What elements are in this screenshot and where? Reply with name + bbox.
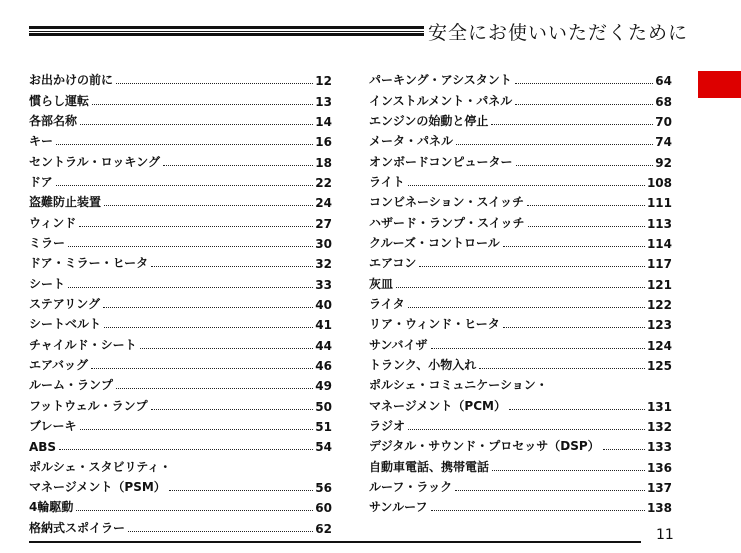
toc-entry-page: 74: [655, 135, 672, 150]
dot-leader: [68, 287, 313, 288]
dot-leader: [503, 246, 645, 247]
toc-entry[interactable]: [29, 170, 332, 190]
toc-entry[interactable]: [29, 129, 332, 149]
toc-entry-title: セントラル・ロッキング: [29, 154, 161, 169]
dot-leader: [56, 185, 314, 186]
toc-entry[interactable]: [29, 353, 332, 373]
toc-entry[interactable]: [29, 515, 332, 535]
toc-entry-title: コンビネーション・スイッチ: [369, 195, 525, 210]
toc-entry-page: 92: [655, 155, 672, 170]
toc-entry-title: ライト: [369, 174, 405, 189]
toc-entry[interactable]: [369, 475, 672, 495]
toc-entry-title: 盗難防止装置: [29, 195, 102, 210]
toc-entry-title: ABS: [29, 440, 57, 455]
dot-leader: [91, 368, 313, 369]
toc-entry-title: マネージメント（PSM）: [29, 479, 166, 494]
dot-leader: [456, 144, 653, 145]
toc-entry-page: 132: [646, 419, 672, 434]
toc-entry-title: お出かけの前に: [29, 73, 114, 88]
toc-entry-page: 114: [646, 236, 672, 251]
page-title: 安全にお使いいただくために: [428, 22, 689, 44]
toc-entry-title: インストルメント・パネル: [369, 93, 513, 108]
dot-leader: [515, 83, 653, 84]
dot-leader: [455, 490, 645, 491]
toc-entry-title: パーキング・アシスタント: [369, 73, 512, 88]
toc-entry-page: 70: [655, 114, 672, 129]
dot-leader: [431, 510, 645, 511]
toc-entry-page: 32: [315, 257, 332, 272]
toc-entry[interactable]: [29, 190, 332, 210]
toc-entry-page: 62: [315, 521, 332, 536]
footer-rule: [29, 541, 641, 543]
toc-entry[interactable]: [369, 414, 672, 434]
toc-entry-title: 格納式スポイラー: [29, 520, 126, 535]
dot-leader: [151, 409, 314, 410]
toc-entry-title: 慣らし運転: [29, 93, 90, 108]
toc-entry-page: 136: [646, 460, 672, 475]
dot-leader: [79, 226, 313, 227]
dot-leader: [408, 307, 645, 308]
toc-entry-title: ハザード・ランプ・スイッチ: [369, 215, 525, 230]
toc-entry-title: マネージメント（PCM）: [369, 398, 506, 413]
toc-entry-title: シートベルト: [29, 317, 102, 332]
toc-entry[interactable]: [369, 251, 672, 271]
dot-leader: [527, 205, 645, 206]
toc-entry[interactable]: [29, 475, 332, 495]
toc-entry-page: 60: [315, 501, 332, 516]
dot-leader: [92, 104, 313, 105]
toc-entry-page: 124: [646, 338, 672, 353]
toc-entry[interactable]: [29, 414, 332, 434]
toc-entry-title: ミラー: [29, 235, 66, 250]
toc-entry-title: ポルシェ・スタビリティ・: [29, 459, 172, 474]
toc-entry-page: 13: [315, 94, 332, 109]
toc-entry[interactable]: [369, 434, 672, 454]
toc-entry[interactable]: [29, 393, 332, 413]
toc-entry-title: デジタル・サウンド・プロセッサ（DSP）: [369, 439, 600, 454]
dot-leader: [408, 185, 645, 186]
toc-entry-title: ライタ: [369, 296, 405, 311]
toc-entry-page: 41: [315, 318, 332, 333]
toc-entry[interactable]: [369, 190, 672, 210]
dot-leader: [503, 327, 645, 328]
toc-entry-page: 137: [646, 480, 672, 495]
toc-entry-title: サンバイザ: [369, 337, 428, 352]
toc-entry-title: エアバッグ: [29, 357, 89, 372]
toc-entry-title: ラジオ: [369, 418, 406, 433]
page-number: 11: [656, 527, 674, 543]
dot-leader: [509, 409, 645, 410]
dot-leader: [491, 124, 653, 125]
dot-leader: [408, 429, 645, 430]
dot-leader: [128, 531, 313, 532]
dot-leader: [104, 327, 313, 328]
toc-entry-page: 12: [315, 74, 332, 89]
toc-entry[interactable]: [369, 495, 672, 515]
toc-entry-title: 4輪駆動: [29, 500, 74, 515]
toc-entry-page: 49: [315, 379, 332, 394]
toc-entry-title: ブレーキ: [29, 418, 77, 433]
toc-entry-page: 138: [646, 501, 672, 516]
dot-leader: [479, 368, 645, 369]
toc-entry[interactable]: [29, 231, 332, 251]
toc-entry-page: 123: [646, 318, 672, 333]
toc-entry-page: 117: [646, 257, 672, 272]
toc-entry-page: 24: [315, 196, 332, 211]
toc-entry-title: ウィンド: [29, 215, 77, 230]
toc-entry-title: キー: [29, 134, 54, 149]
toc-entry[interactable]: [29, 149, 332, 169]
dot-leader: [80, 429, 314, 430]
dot-leader: [419, 266, 645, 267]
toc-entry[interactable]: [369, 353, 672, 373]
header-rule: [29, 26, 424, 36]
toc-entry-page: 30: [315, 236, 332, 251]
toc-entry-page: 51: [315, 419, 332, 434]
toc-entry-title: トランク、小物入れ: [369, 357, 477, 372]
toc-column-right: [369, 68, 672, 515]
dot-leader: [56, 144, 313, 145]
toc-entry-page: 131: [646, 399, 672, 414]
dot-leader: [68, 246, 313, 247]
toc-entry-title: クルーズ・コントロール: [369, 235, 500, 250]
toc-entry-title: ドア: [29, 174, 53, 189]
toc-entry-title: ポルシェ・コミュニケーション・: [369, 378, 548, 393]
toc-entry[interactable]: [29, 332, 332, 352]
toc-entry[interactable]: [369, 312, 672, 332]
toc-entry-page: 122: [646, 297, 672, 312]
dot-leader: [163, 165, 313, 166]
toc-entry-page: 64: [655, 74, 672, 89]
dot-leader: [603, 449, 645, 450]
dot-leader: [116, 83, 313, 84]
toc-entry-title: メータ・パネル: [369, 134, 454, 149]
toc-entry[interactable]: [29, 373, 332, 393]
toc-entry[interactable]: [369, 271, 672, 291]
toc-entry-title: リア・ウィンド・ヒータ: [369, 317, 500, 332]
toc-entry-page: 18: [315, 155, 332, 170]
toc-entry[interactable]: [369, 454, 672, 474]
toc-entry-page: 125: [646, 358, 672, 373]
toc-entry[interactable]: [369, 210, 672, 230]
toc-entry-page: 27: [315, 216, 332, 231]
dot-leader: [80, 124, 313, 125]
dot-leader: [516, 165, 654, 166]
toc-entry-page: 68: [655, 94, 672, 109]
toc-entry[interactable]: [29, 312, 332, 332]
toc-entry-title: 自動車電話、携帯電話: [369, 459, 490, 474]
toc-entry-title: サンルーフ: [369, 500, 428, 515]
toc-entry-page: 133: [646, 440, 672, 455]
toc-entry-page: 40: [315, 297, 332, 312]
dot-leader: [515, 104, 653, 105]
toc-entry-page: 22: [315, 175, 332, 190]
toc-entry[interactable]: [369, 68, 672, 88]
dot-leader: [396, 287, 645, 288]
dot-leader: [492, 470, 645, 471]
toc-entry-title: チャイルド・シート: [29, 337, 137, 352]
toc-entry-page: 50: [315, 399, 332, 414]
dot-leader: [103, 307, 313, 308]
toc-entry-title: ステアリング: [29, 296, 101, 311]
toc-entry[interactable]: [29, 109, 332, 129]
toc-entry[interactable]: [369, 231, 672, 251]
toc-entry[interactable]: [29, 68, 332, 88]
toc-entry[interactable]: [369, 170, 672, 190]
toc-entry[interactable]: [369, 332, 672, 352]
toc-entry[interactable]: [369, 292, 672, 312]
toc-entry[interactable]: [369, 109, 672, 129]
toc-entry[interactable]: [369, 393, 672, 413]
toc-entry[interactable]: [29, 251, 332, 271]
toc-entry[interactable]: [29, 495, 332, 515]
toc-entry[interactable]: [369, 373, 672, 393]
toc-entry-title: ドア・ミラー・ヒータ: [29, 256, 149, 271]
toc-entry-page: 33: [315, 277, 332, 292]
toc-entry[interactable]: [29, 454, 332, 474]
dot-leader: [116, 388, 313, 389]
toc-entry[interactable]: [369, 88, 672, 108]
dot-leader: [104, 205, 313, 206]
toc-entry-page: 56: [315, 480, 332, 495]
toc-entry-title: ルーム・ランプ: [29, 378, 114, 393]
dot-leader: [76, 510, 313, 511]
dot-leader: [169, 490, 314, 491]
toc-entry[interactable]: [29, 434, 332, 454]
toc-entry-title: 各部名称: [29, 113, 78, 128]
toc-entry-title: 灰皿: [369, 276, 394, 291]
toc-entry-page: 16: [315, 135, 332, 150]
toc-entry-title: フットウェル・ランプ: [29, 398, 148, 413]
toc-entry-page: 14: [315, 114, 332, 129]
toc-entry[interactable]: [29, 88, 332, 108]
toc-entry-title: シート: [29, 276, 66, 291]
toc-entry-page: 44: [315, 338, 332, 353]
toc-entry[interactable]: [369, 129, 672, 149]
toc-entry-page: 46: [315, 358, 332, 373]
toc-entry-page: 111: [646, 196, 672, 211]
toc-entry-title: エンジンの始動と停止: [369, 113, 489, 128]
section-tab-marker: [698, 71, 741, 98]
toc-entry[interactable]: [29, 210, 332, 230]
toc-entry-title: ルーフ・ラック: [369, 479, 453, 494]
toc-entry-title: オンボードコンピューター: [369, 154, 513, 169]
toc-entry[interactable]: [369, 149, 672, 169]
dot-leader: [528, 226, 645, 227]
toc-entry[interactable]: [29, 271, 332, 291]
toc-column-left: [29, 68, 332, 536]
dot-leader: [151, 266, 313, 267]
toc-entry-page: 113: [646, 216, 672, 231]
dot-leader: [140, 348, 314, 349]
toc-entry[interactable]: [29, 292, 332, 312]
dot-leader: [431, 348, 645, 349]
toc-entry-page: 108: [646, 175, 672, 190]
dot-leader: [59, 449, 313, 450]
toc-entry-title: エアコン: [369, 256, 417, 271]
toc-entry-page: 54: [315, 440, 332, 455]
toc-entry-page: 121: [646, 277, 672, 292]
